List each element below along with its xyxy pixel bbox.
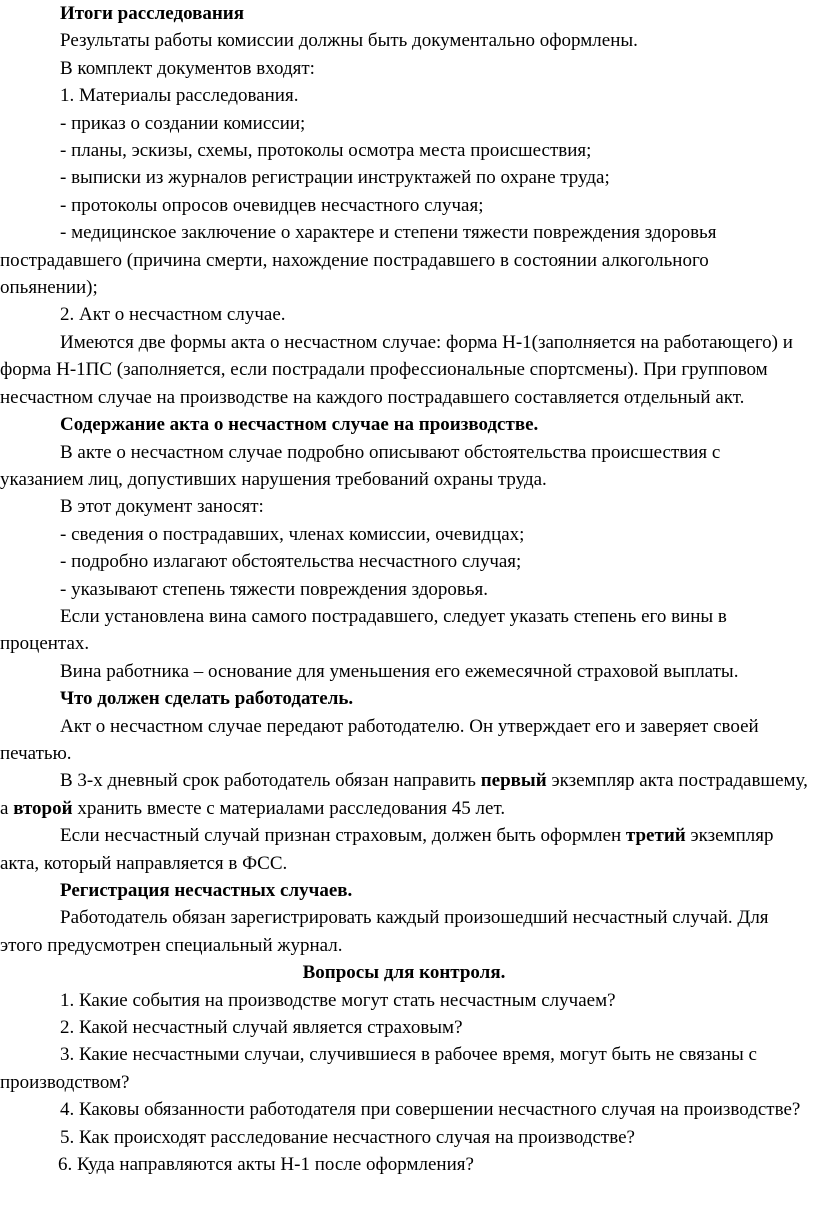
list-item: - приказ о создании комиссии; — [60, 112, 306, 134]
section-heading-registration: Регистрация несчастных случаев. — [60, 880, 353, 901]
paragraph: Работодатель обязан зарегистрировать каждый произошедший несчастный случай. Для этого предусмотрен специальный журнал. — [0, 907, 769, 956]
text-run: Если несчастный случай признан страховым, должен быть оформлен — [60, 825, 626, 847]
question-item: 2. Какой несчастный случай является страховым? — [60, 1017, 463, 1039]
list-item: 2. Акт о несчастном случае. — [60, 304, 286, 326]
section-heading-control-questions: Вопросы для контроля. — [302, 962, 506, 984]
list-item: - планы, эскизы, схемы, протоколы осмотра места происшествия; — [60, 140, 592, 162]
question-item: 3. Какие несчастными случаи, случившиеся в рабочее время, могут быть не связаны с производством? — [0, 1044, 757, 1093]
paragraph: Если установлена вина самого пострадавшего, следует указать степень его вины в процентах. — [0, 605, 727, 655]
list-item: 1. Материалы расследования. — [60, 85, 299, 107]
section-heading-investigation-results: Итоги расследования — [60, 3, 245, 24]
bold-term-second: второй — [13, 797, 73, 819]
paragraph: Результаты работы комиссии должны быть документально оформлены. — [60, 30, 638, 52]
list-item: - выписки из журналов регистрации инструктажей по охране труда; — [60, 167, 610, 189]
paragraph: Акт о несчастном случае передают работодателю. Он утверждает его и заверяет своей печатью. — [0, 715, 759, 764]
paragraph: В комплект документов входят: — [60, 57, 315, 79]
question-item: 1. Какие события на производстве могут стать несчастным случаем? — [60, 989, 616, 1011]
paragraph: Имеются две формы акта о несчастном случае: форма Н-1(заполняется на работающего) и форма Н-1ПС (заполняется, если пострадали профессиональные спортсмены). При групповом несчастном случае на производстве на каждого пострадавшего составляется отдельный акт. — [0, 331, 793, 408]
section-heading-act-contents: Содержание акта о несчастном случае на производстве. — [60, 414, 539, 436]
bold-term-first: первый — [480, 770, 547, 792]
bold-term-third: третий — [625, 825, 686, 847]
question-item: 5. Как происходят расследование несчастного случая на производстве? — [60, 1126, 635, 1148]
text-run: хранить вместе с материалами расследования 45 лет. — [72, 797, 506, 819]
paragraph: В этот документ заносят: — [60, 496, 264, 518]
paragraph: В акте о несчастном случае подробно описывают обстоятельства происшествия с указанием лиц, допустивших нарушения требований охраны труда. — [0, 441, 721, 490]
list-item: - подробно излагают обстоятельства несчастного случая; — [60, 551, 522, 573]
list-item: - медицинское заключение о характере и степени тяжести повреждения здоровья пострадавшего (причина смерти, нахождение пострадавшего в состоянии алкогольного опьянении); — [0, 222, 717, 299]
paragraph: Вина работника – основание для уменьшения его ежемесячной страховой выплаты. — [60, 660, 739, 682]
question-item: 4. Каковы обязанности работодателя при совершении несчастного случая на производстве? — [60, 1099, 801, 1121]
paragraph-third-copy — [0, 822, 816, 877]
text-run: экземпляр акта пострадавшему, а — [0, 770, 808, 819]
text-run: В 3-х дневный срок работодатель обязан направить — [60, 770, 481, 792]
question-item: 6. Куда направляются акты Н-1 после оформления? — [58, 1154, 474, 1176]
list-item: - сведения о пострадавших, членах комиссии, очевидцах; — [60, 523, 525, 545]
text-run: экземпляр акта, который направляется в ФСС. — [0, 825, 774, 874]
list-item: - протоколы опросов очевидцев несчастного случая; — [60, 194, 484, 216]
section-heading-employer-duties: Что должен сделать работодатель. — [60, 688, 354, 710]
paragraph-copies — [0, 767, 816, 822]
list-item: - указывают степень тяжести повреждения здоровья. — [60, 578, 489, 600]
